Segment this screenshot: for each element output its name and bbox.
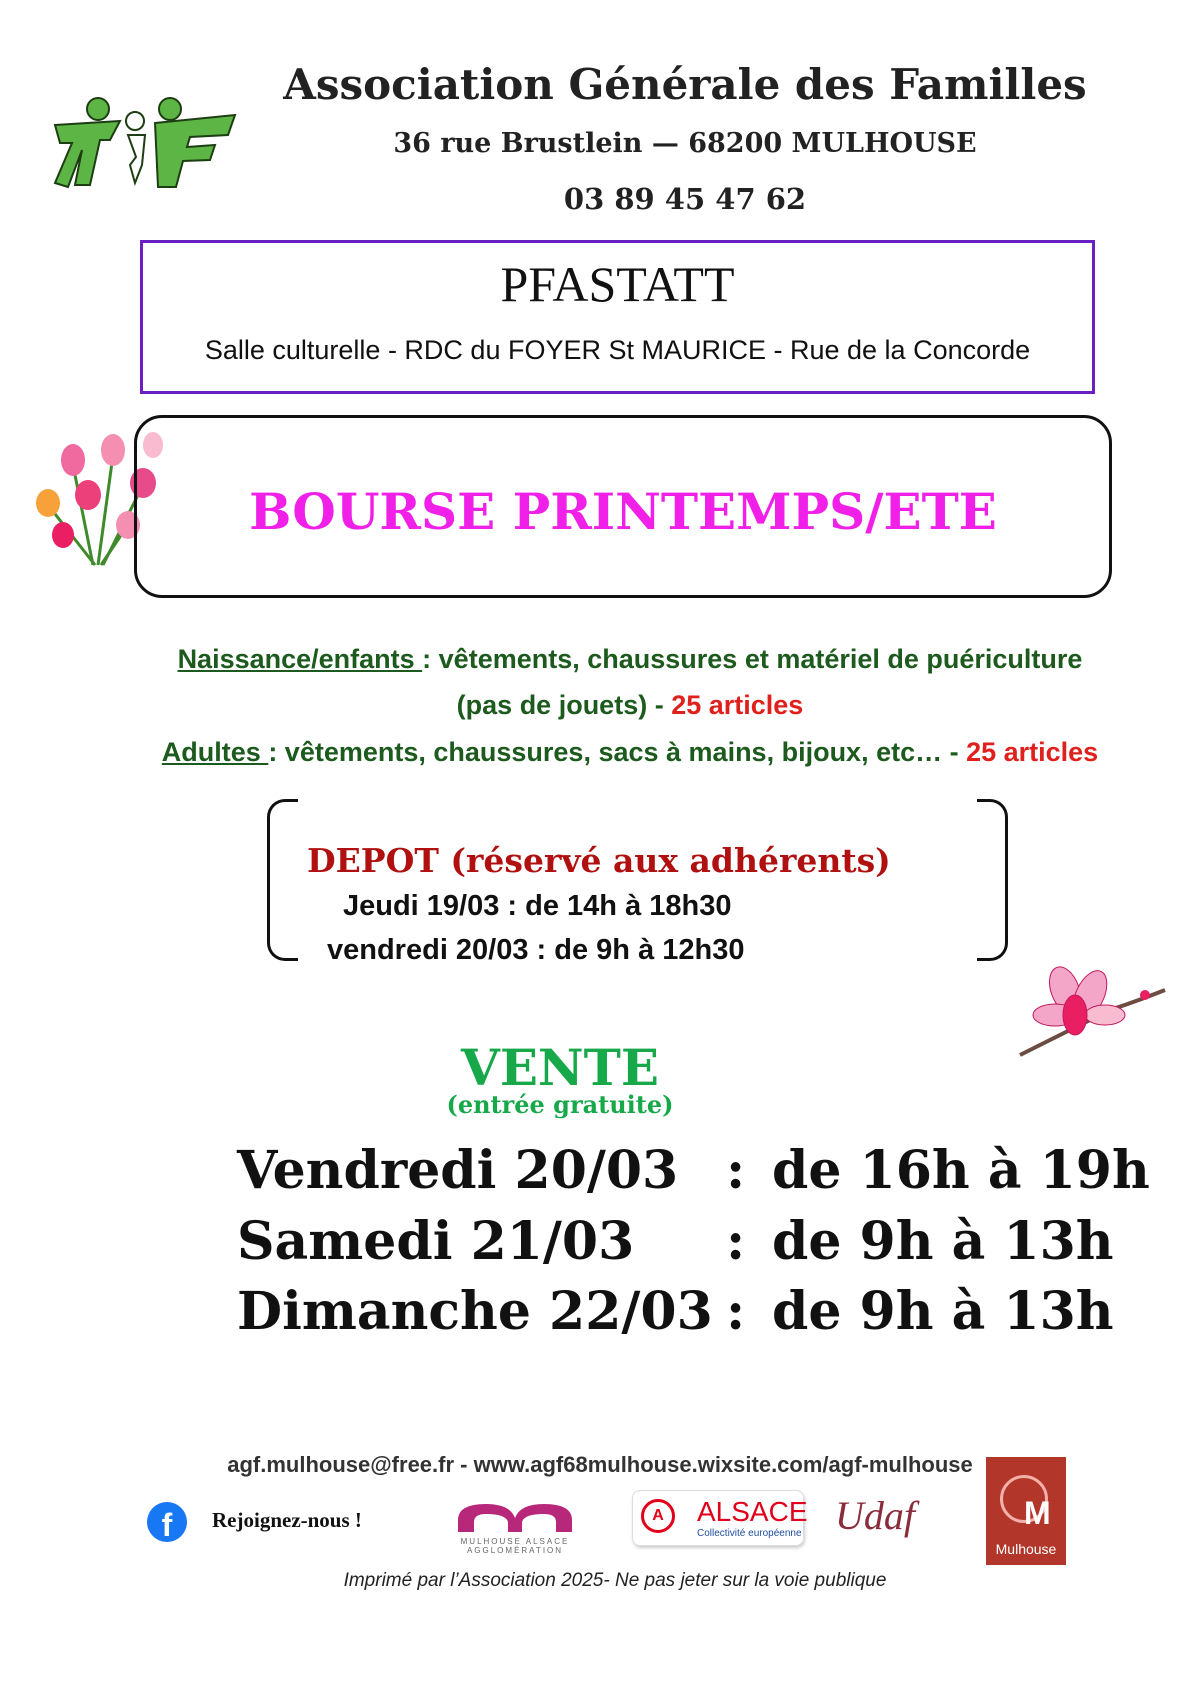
alsace-logo: A ALSACE Collectivité européenne — [632, 1490, 804, 1546]
sale-sep: : — [726, 1281, 746, 1342]
kids-line — [140, 644, 1120, 675]
sale-title: VENTE — [461, 1038, 659, 1097]
adults-text: : vêtements, chaussures, sacs à mains, bijoux, etc… - — [268, 737, 967, 767]
venue: Salle culturelle - RDC du FOYER St MAURICE - Rue de la Concorde — [204, 335, 1031, 365]
sale-day: Dimanche 22/03 — [237, 1281, 713, 1342]
udaf-logo: Udaf — [835, 1493, 915, 1538]
town-name: PFASTATT — [500, 256, 735, 312]
print-notice: Imprimé par l’Association 2025- Ne pas jeter sur la voie publique — [343, 1570, 887, 1591]
magnolia-image — [1010, 960, 1170, 1065]
kids-count: 25 articles — [671, 690, 804, 720]
location-box — [140, 240, 1095, 394]
depot-slot: vendredi 20/03 : de 9h à 12h30 — [327, 934, 745, 966]
sale-day: Vendredi 20/03 — [237, 1140, 679, 1201]
contact-line[interactable]: agf.mulhouse@free.fr - www.agf68mulhouse.wixsite.com/agf-mulhouse — [227, 1452, 973, 1477]
event-box — [134, 415, 1112, 598]
sale-hours: de 9h à 13h — [772, 1211, 1114, 1272]
org-phone: 03 89 45 47 62 — [563, 182, 807, 216]
kids-label: Naissance/enfants — [177, 644, 423, 674]
mulhouse-logo: M Mulhouse — [986, 1457, 1066, 1565]
kids-note-line — [140, 690, 1120, 721]
agf-logo — [50, 95, 240, 195]
kids-note: (pas de jouets) - — [456, 690, 672, 720]
depot-section — [267, 799, 1008, 966]
sale-day: Samedi 21/03 — [237, 1211, 635, 1272]
sale-subtitle: (entrée gratuite) — [446, 1090, 674, 1119]
m2a-logo: MULHOUSE ALSACE AGGLOMÉRATION — [450, 1500, 580, 1560]
sale-sep: : — [726, 1140, 746, 1201]
right-bracket — [977, 799, 1008, 961]
adults-count: 25 articles — [966, 737, 1099, 767]
sale-hours: de 16h à 19h — [772, 1140, 1150, 1201]
sale-hours: de 9h à 13h — [772, 1281, 1114, 1342]
depot-slot: Jeudi 19/03 : de 14h à 18h30 — [343, 890, 732, 922]
kids-text: : vêtements, chaussures et matériel de puériculture — [422, 644, 1083, 674]
facebook-icon[interactable]: f — [147, 1502, 187, 1542]
depot-title: DEPOT (réservé aux adhérents) — [307, 841, 891, 880]
adults-label: Adultes — [161, 737, 269, 767]
event-title: BOURSE PRINTEMPS/ETE — [249, 482, 997, 541]
org-address: 36 rue Brustlein — 68200 MULHOUSE — [393, 128, 977, 159]
org-title: Association Générale des Familles — [283, 60, 1087, 109]
sale-sep: : — [726, 1211, 746, 1272]
adults-line — [140, 737, 1120, 768]
left-bracket — [267, 799, 298, 961]
join-us-text: Rejoignez-nous ! — [212, 1508, 362, 1532]
